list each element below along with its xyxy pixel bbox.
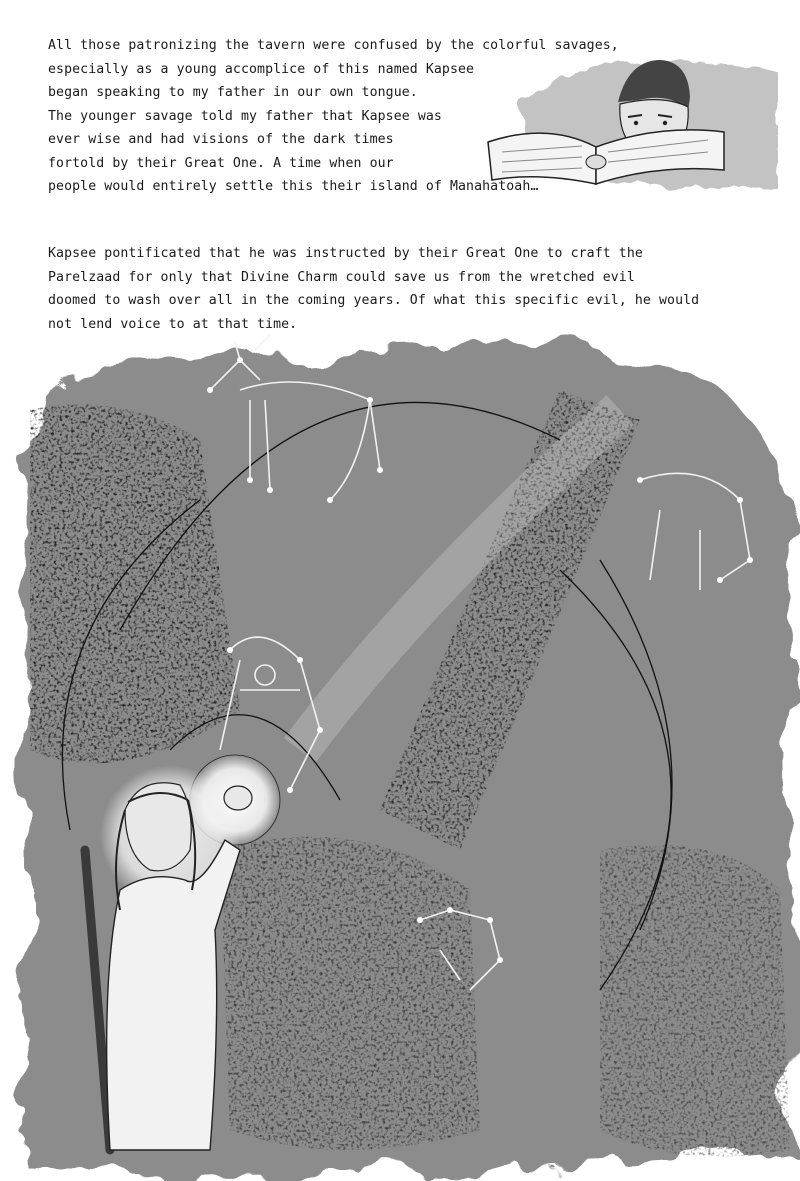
raised-fist — [224, 786, 252, 810]
newspaper-left-page — [488, 133, 596, 184]
narration-line: Kapsee pontificated that he was instructed by their Great One to craft the — [48, 246, 643, 261]
narration-line: doomed to wash over all in the coming years. Of what this specific evil, he would — [48, 293, 700, 308]
ink-splatter — [220, 837, 480, 1150]
narration-line: fortold by their Great One. A time when our — [48, 155, 394, 171]
eye — [663, 121, 667, 125]
narration-line: Parelzaad for only that Divine Charm could save us from the wretched evil — [48, 269, 635, 285]
narration-line: especially as a young accomplice of this named Kapsee — [48, 61, 475, 77]
narration-line: ever wise and had visions of the dark times — [48, 132, 394, 147]
narration-line: The younger savage told my father that Kapsee was — [48, 108, 442, 124]
eye — [634, 121, 638, 125]
narration-line: not lend voice to at that time. — [48, 316, 298, 332]
narration-line: people would entirely settle this their island of Manahatoah… — [48, 179, 539, 194]
narration-line: began speaking to my father in our own tongue. — [48, 85, 418, 100]
constellation-wash-illustration — [0, 330, 800, 1181]
reader-vignette-illustration — [478, 52, 778, 192]
ink-splatter — [600, 845, 790, 1157]
narration-line: All those patronizing the tavern were confused by the colorful savages, — [48, 38, 619, 53]
hand — [586, 155, 606, 169]
narration-paragraph-2 — [48, 242, 699, 336]
